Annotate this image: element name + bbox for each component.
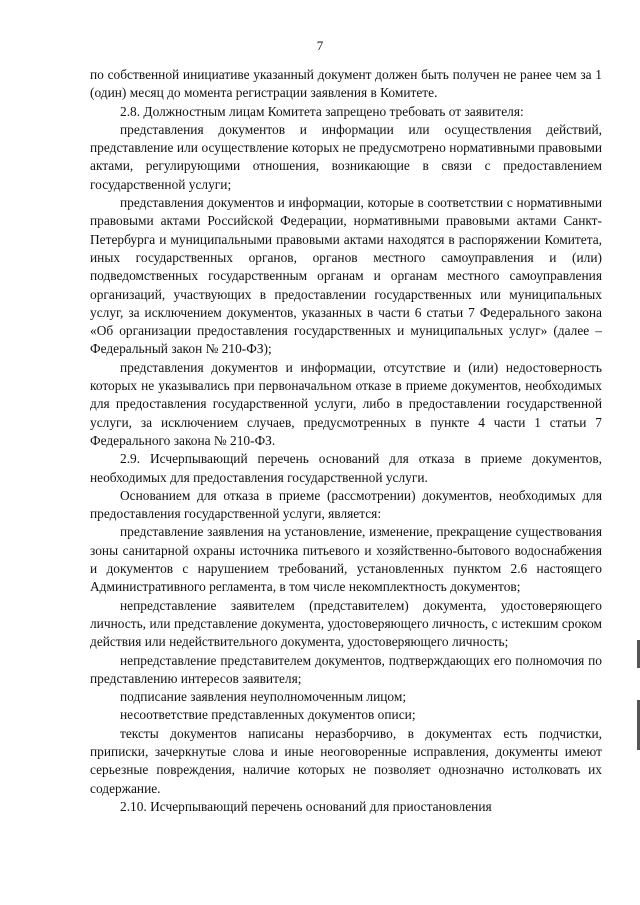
paragraph: по собственной инициативе указанный документ должен быть получен не ранее чем за 1 (один) месяц до момента регистрации заявления в Комитете. (90, 67, 602, 101)
section-heading-2-10: 2.10. Исчерпывающий перечень оснований для приостановления (120, 798, 492, 814)
paragraph: подписание заявления неуполномоченным лицом; (120, 689, 407, 705)
paragraph: представления документов и информации или осуществления действий, представление или осуществление которых не предусмотрено нормативными правовыми актами, регулирующими отношения, возникающие в связи с предоставлением государственной услуги; (90, 121, 602, 192)
section-heading-2-8: 2.8. Должностным лицам Комитета запрещено требовать от заявителя: (120, 103, 524, 119)
paragraph: непредставление заявителем (представителем) документа, удостоверяющего личность, или представление документа, удостоверяющего личность, с истекшим сроком действия или недействительного документа, удостоверяющего личность; (90, 597, 602, 650)
paragraph: представление заявления на установление, изменение, прекращение существования зоны санитарной охраны источника питьевого и хозяйственно-бытового водоснабжения и документов с нарушением требований, установленных пунктом 2.6 настоящего Административного регламента, в том числе некомплектность документов; (90, 524, 602, 595)
page-number: 7 (316, 38, 324, 53)
paragraph: представления документов и информации, отсутствие и (или) недостоверность которых не указывались при первоначальном отказе в приеме документов, необходимых для предоставления государственной услуги, либо в предоставлении государственной услуги, за исключением случаев, предусмотренных в пункте 4 части 1 статьи 7 Федерального закона № 210-ФЗ. (90, 359, 602, 448)
paragraph: несоответствие представленных документов описи; (120, 707, 416, 723)
section-heading-2-9: 2.9. Исчерпывающий перечень оснований для отказа в приеме документов, необходимых для предоставления государственной услуги. (90, 451, 602, 485)
paragraph: Основанием для отказа в приеме (рассмотрении) документов, необходимых для предоставления государственной услуги, является: (90, 487, 602, 522)
paragraph: тексты документов написаны неразборчиво, в документах есть подчистки, приписки, зачеркнутые слова и иные неоговоренные исправления, документы имеют серьезные повреждения, наличие которых не позволяет однозначно истолковать их содержание. (90, 725, 602, 796)
paragraph: представления документов и информации, которые в соответствии с нормативными правовыми актами Российской Федерации, нормативными правовыми актами Санкт-Петербурга и муниципальными правовыми актами находятся в распоряжении Комитета, иных государственных органов, органов местного самоуправления и (или) подведомственных государственным органам и органам местного самоуправления организаций, участвующих в предоставлении государственных или муниципальных услуг, за исключением документов, указанных в части 6 статьи 7 Федерального закона «Об организации предоставления государственных и муниципальных услуг» (далее – Федеральный закон № 210-ФЗ); (90, 195, 602, 357)
document-body (90, 66, 602, 816)
paragraph: непредставление представителем документов, подтверждающих его полномочия по представлению интересов заявителя; (90, 652, 602, 686)
